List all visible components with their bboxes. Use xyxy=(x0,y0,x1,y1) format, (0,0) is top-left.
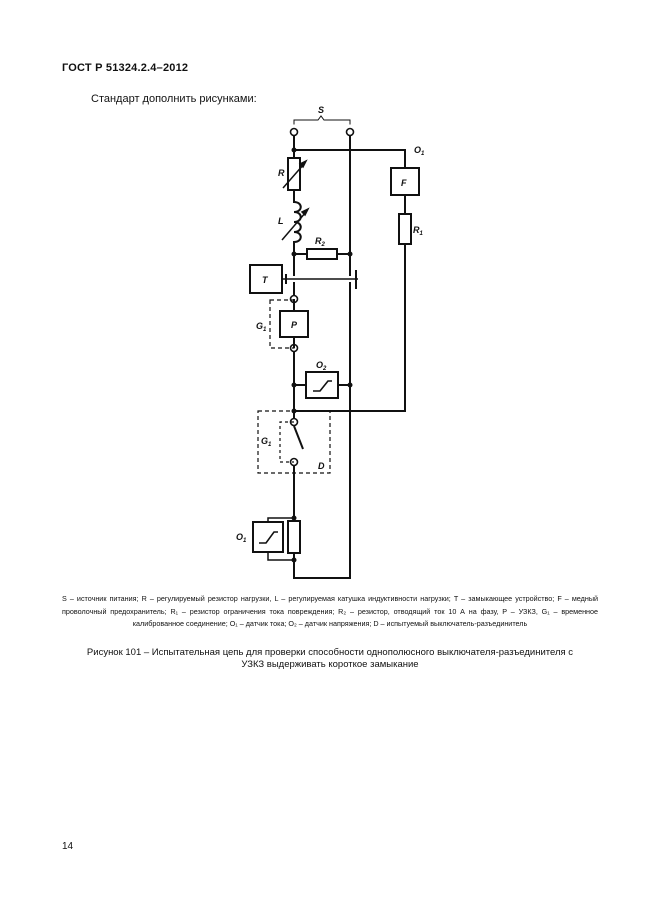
page-number: 14 xyxy=(62,841,74,852)
label-d: D xyxy=(318,461,325,471)
caption-line-1: Рисунок 101 – Испытательная цепь для проверки способности однополюсного выключателя-разъединителя с xyxy=(86,647,574,658)
label-o2: $O_2$ xyxy=(316,360,327,372)
label-t: T xyxy=(262,275,268,285)
label-r2: $R_2$ xyxy=(315,236,325,248)
source-brace xyxy=(294,116,350,124)
bottom-resistor xyxy=(288,521,300,553)
label-s: S xyxy=(318,105,325,115)
current-sensor-o1 xyxy=(253,522,283,552)
figure-legend xyxy=(62,593,598,631)
label-g1-bottom: $G_1$ xyxy=(261,436,272,448)
switch-contact xyxy=(294,426,303,449)
terminal-top-left xyxy=(291,129,298,136)
resistor-r2 xyxy=(307,249,337,259)
label-l: L xyxy=(278,216,284,226)
resistor-r xyxy=(288,158,300,190)
caption-line-2: УЗКЗ выдерживать короткое замыкание xyxy=(241,659,419,670)
terminal-top-right xyxy=(347,129,354,136)
figure-caption xyxy=(62,647,598,671)
label-o1: $O_1$ xyxy=(414,145,425,157)
legend-text: S – источник питания; R – регулируемый резистор нагрузки, L – регулируемая катушка индуктивности нагрузки; T – замыкающее устройство; F – медный проволочный предохранитель; R₁ – резистор ограничения тока повреждения; R₂ – резистор, отводящий ток 10 А на фазу, P – УЗКЗ, G₁ – временное калиброванное соединение; O₁ – датчик тока; O₂ – датчик напряжения; D – испытуемый выключатель-разъединитель xyxy=(62,594,598,628)
label-r: R xyxy=(278,168,285,178)
intro-text: Стандарт дополнить рисунками: xyxy=(91,93,257,105)
voltage-sensor-o2 xyxy=(306,372,338,398)
label-p: P xyxy=(291,320,298,330)
label-r1: $R_1$ xyxy=(413,225,423,237)
resistor-r1 xyxy=(399,214,411,244)
document-header: ГОСТ Р 51324.2.4–2012 xyxy=(62,62,189,74)
label-g1-top: $G_1$ xyxy=(256,321,267,333)
label-o1-bottom: $O_1$ xyxy=(236,532,247,544)
label-f: F xyxy=(401,178,407,188)
